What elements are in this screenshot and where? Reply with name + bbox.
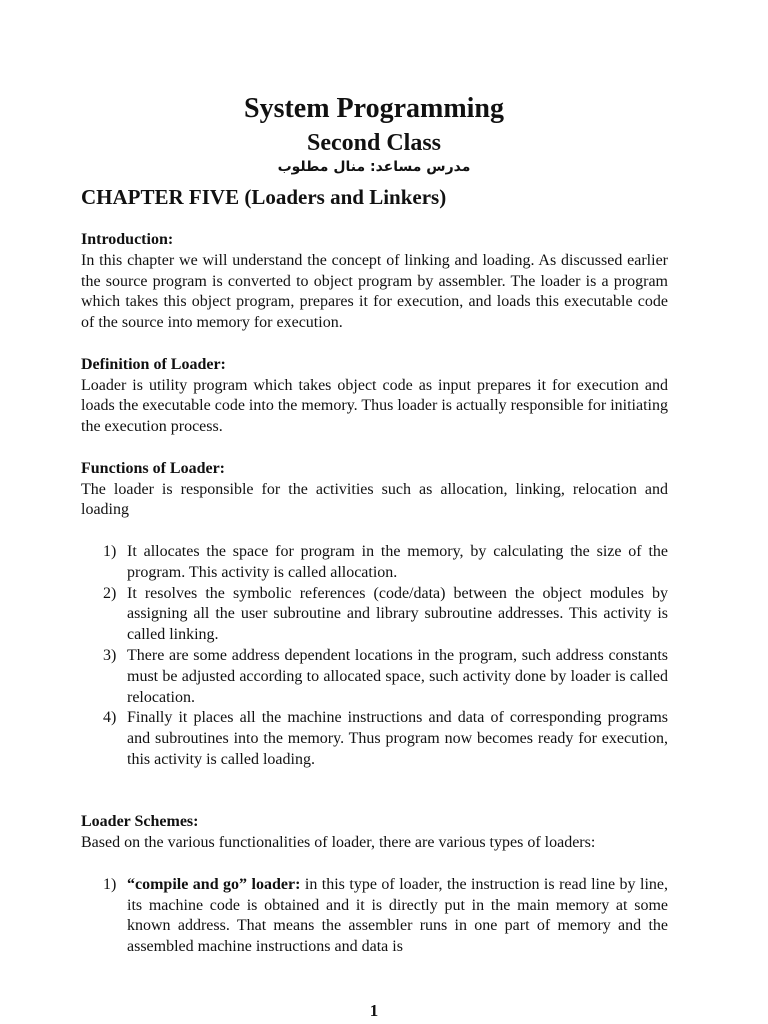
list-item-number: 4)	[103, 709, 117, 727]
list-item-text: There are some address dependent locations in the program, such address constants must be adjusted according to allocated space, such activity done by loader is called relocation.	[127, 646, 668, 706]
list-item-number: 3)	[103, 646, 117, 664]
list-item-text: in this type of loader, the instruction is read line by line, its machine code is obtained and it is directly put in the main memory at some known address. That means the assembler runs in one part of memory and the assembled machine instructions and data is	[127, 875, 668, 956]
schemes-text: Based on the various functionalities of loader, there are various types of loaders:	[81, 834, 596, 852]
functions-heading: Functions of Loader:	[81, 459, 225, 477]
chapter-title: CHAPTER FIVE (Loaders and Linkers)	[81, 185, 447, 209]
list-item-number: 2)	[103, 584, 117, 602]
list-item-text: It allocates the space for program in the memory, by calculating the size of the program. This activity is called allocation.	[127, 542, 668, 581]
list-item-text: Finally it places all the machine instructions and data of corresponding programs and subroutines into the memory. Thus program now becomes ready for execution, this activity is called loading.	[127, 709, 668, 768]
document-subtitle: Second Class	[306, 130, 442, 156]
list-item	[81, 875, 668, 958]
schemes-list	[81, 875, 668, 958]
list-item	[81, 708, 668, 770]
definition-text: Loader is utility program which takes object code as input prepares it for execution and loads the executable code into the memory. Thus loader is actually responsible for initiating the execution process.	[81, 376, 668, 436]
list-item	[81, 646, 668, 708]
list-item-number: 1)	[103, 875, 117, 893]
introduction-heading: Introduction:	[81, 231, 174, 248]
list-item-term: “compile and go” loader:	[127, 875, 301, 893]
list-item	[81, 584, 668, 646]
introduction-text: In this chapter we will understand the concept of linking and loading. As discussed earlier the source program is converted to object program by assembler. The loader is a program which takes this object program, prepares it for execution, and loads this executable code of the source into memory for execution.	[81, 251, 668, 332]
functions-list	[81, 542, 668, 771]
list-item	[81, 542, 668, 584]
document-body	[81, 230, 668, 958]
functions-text: The loader is responsible for the activities such as allocation, linking, relocation and loading	[81, 480, 668, 519]
list-item-number: 1)	[103, 542, 117, 560]
document-title: System Programming	[244, 93, 504, 124]
schemes-heading: Loader Schemes:	[81, 813, 199, 831]
author-line: مدرس مساعد: منال مطلوب	[277, 159, 471, 175]
definition-heading: Definition of Loader:	[81, 355, 226, 373]
page-number: 1	[369, 1001, 379, 1020]
list-item-text: It resolves the symbolic references (code/data) between the object modules by assigning all the user subroutine and library subroutine addresses. This activity is called linking.	[127, 584, 668, 644]
